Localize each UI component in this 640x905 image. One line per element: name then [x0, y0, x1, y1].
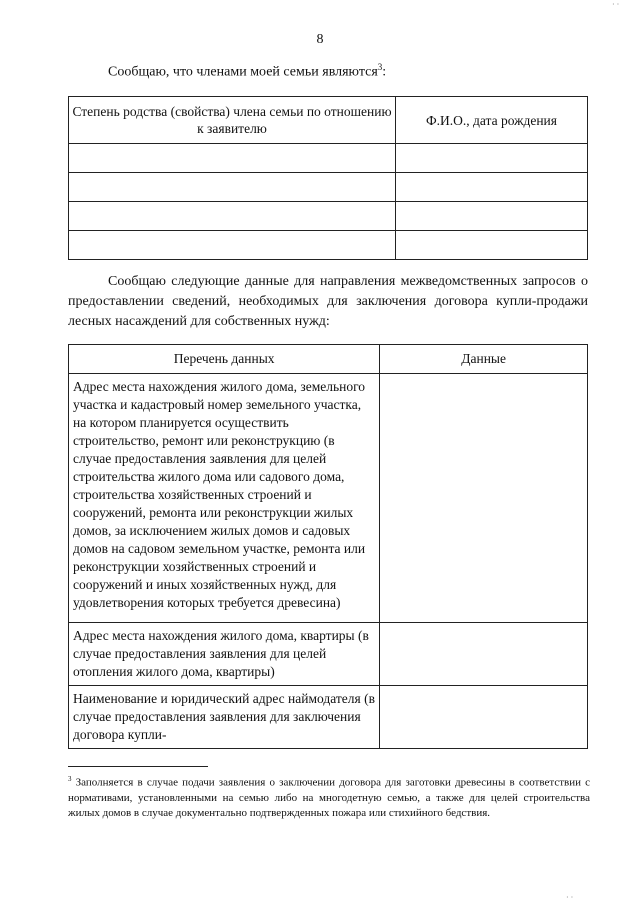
family-cell-relation[interactable]: [69, 144, 396, 173]
data-value-address-construction[interactable]: [380, 374, 588, 623]
table-row: [69, 202, 588, 231]
table-row: [69, 231, 588, 260]
family-cell-name-dob[interactable]: [396, 231, 588, 260]
family-cell-name-dob[interactable]: [396, 202, 588, 231]
data-intro: Сообщаю следующие данные для направления межведомственных запросов о предоставлении сведений, необходимых для заключения договора купли-продажи лесных насаждений для собственных нужд:: [68, 274, 588, 329]
footnote-ref: 3: [377, 62, 383, 72]
table-row: [69, 144, 588, 173]
page-number: 8: [316, 32, 324, 47]
data-label-address-heating: Адрес места нахождения жилого дома, квартиры (в случае предоставления заявления для целей отопления жилого дома, квартиры): [69, 623, 380, 686]
family-intro-suffix: :: [382, 64, 387, 80]
data-header-data: Данные: [380, 345, 588, 374]
table-row: [69, 173, 588, 202]
data-value-landlord[interactable]: [380, 686, 588, 749]
family-header-relation: Степень родства (свойства) члена семьи по отношению к заявителю: [69, 97, 396, 144]
table-row: [69, 623, 588, 686]
family-table-header: [69, 97, 588, 144]
family-table: [68, 96, 588, 260]
table-row: [69, 686, 588, 749]
family-cell-name-dob[interactable]: [396, 144, 588, 173]
data-label-address-construction: Адрес места нахождения жилого дома, земельного участка и кадастровый номер земельного участка, на котором планируется осуществить строительство, ремонт или реконструкцию (в случае предоставления заявления для целей строительства жилого дома или садового дома, строительства хозяйственных строений и сооружений, ремонта или реконструкции жилых домов, за исключением жилых домов и садовых домов на садовом земельном участке, ремонта или реконструкции хозяйственных строений и сооружений и иных хозяйственных нужд, для удовлетворения которых требуется древесина): [69, 374, 380, 623]
family-cell-relation[interactable]: [69, 202, 396, 231]
family-cell-relation[interactable]: [69, 173, 396, 202]
footnote-marker: 3: [68, 775, 72, 783]
family-cell-name-dob[interactable]: [396, 173, 588, 202]
footnote: [68, 772, 590, 821]
table-row: [69, 374, 588, 623]
family-cell-relation[interactable]: [69, 231, 396, 260]
scan-mark: · ·: [566, 893, 574, 902]
footnote-divider: [68, 766, 208, 767]
family-intro: [108, 62, 386, 81]
footnote-text: Заполняется в случае подачи заявления о заключении договора для заготовки древесины в соответствии с нормативами, установленными на семью либо на многодетную семью, а также для целей строительства жилых домов в случае документально подтвержденных пожара или стихийного бедствия.: [68, 776, 590, 819]
data-value-address-heating[interactable]: [380, 623, 588, 686]
data-label-landlord: Наименование и юридический адрес наймодателя (в случае предоставления заявления для заключения договора купли-: [69, 686, 380, 749]
scan-mark: · ·: [612, 0, 620, 9]
data-table-header: [69, 345, 588, 374]
family-intro-text: Сообщаю, что членами моей семьи являются: [108, 64, 378, 80]
data-header-list: Перечень данных: [69, 345, 380, 374]
data-table: [68, 344, 588, 749]
family-header-name-dob: Ф.И.О., дата рождения: [396, 97, 588, 144]
